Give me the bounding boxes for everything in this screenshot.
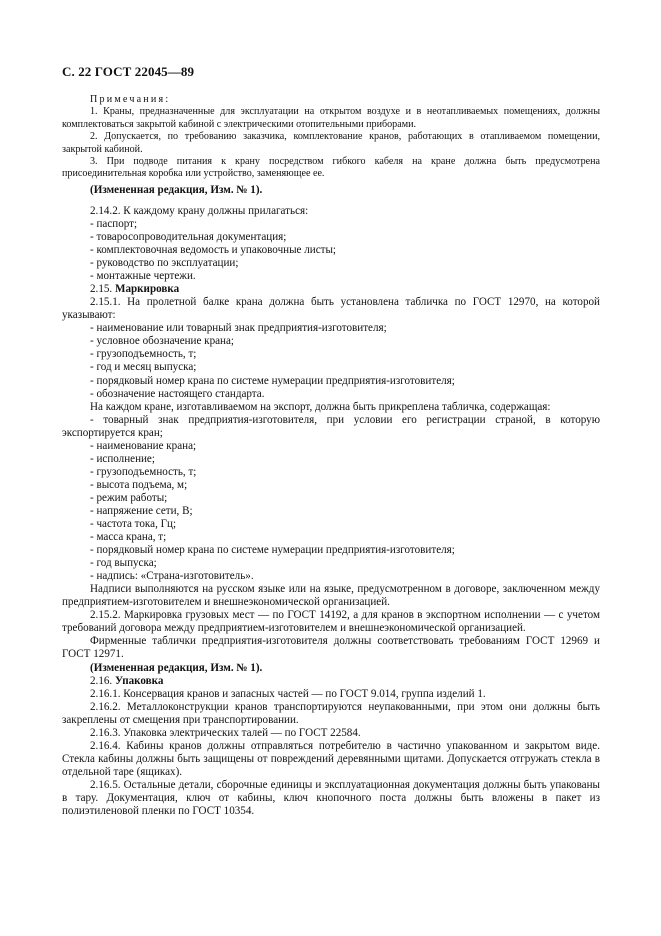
list-item: - надпись: «Страна-изготовитель». [90,570,254,583]
list-item: - год и месяц выпуска; [90,361,197,374]
note-item: 2. Допускается, по требованию заказчика, комплектование кранов, работающих в отапливаемом помещении, закрытой кабиной. [62,131,600,155]
list-item: - паспорт; [90,217,138,230]
document-body [62,94,600,818]
section-title: Маркировка [114,283,180,296]
list-item: - исполнение; [90,452,155,465]
paragraph: 2.16.3. Упаковка электрических талей — по ГОСТ 22584. [90,726,361,739]
list-item: - порядковый номер крана по системе нумерации предприятия-изготовителя; [90,544,455,557]
list-item: - монтажные чертежи. [90,270,196,283]
plates-note: Фирменные таблички предприятия-изготовителя должны соответствовать требованиям ГОСТ 12969 и ГОСТ 12971. [62,635,600,661]
section-2-14-2-intro: 2.14.2. К каждому крану должны прилагаться: [90,204,309,217]
list-item: - наименование крана; [90,439,197,452]
section-2-16-heading [62,675,600,688]
section-number: 2.15. [90,283,113,296]
spacer [62,197,600,205]
list-item: - руководство по эксплуатации; [90,257,239,270]
main-text [62,184,600,818]
edit-note: (Измененная редакция, Изм. № 1). [90,661,263,674]
section-2-15-heading [62,283,600,296]
paragraph: 2.16.4. Кабины кранов должны отправляться потребителю в частично упакованном и закрытом виде. Стекла кабины должны быть защищены от повреждений деревянными щитами. Допускается отгружать стекла в отдельной таре (ящиках). [62,739,600,778]
list-item: - частота тока, Гц; [90,518,177,531]
paragraph: 2.16.1. Консервация кранов и запасных частей — по ГОСТ 9.014, группа изделий 1. [90,687,486,700]
list-item: - порядковый номер крана по системе нумерации предприятия-изготовителя; [90,374,455,387]
list-item: - грузоподъемность, т; [90,348,197,361]
note-item: 1. Краны, предназначенные для эксплуатации на открытом воздухе и в неотапливаемых помещениях, должны комплектоваться закрытой кабиной с электрическими отопительными приборами. [62,106,600,130]
notes-title: Примечания: [90,94,171,105]
list-item: - наименование или товарный знак предприятия-изготовителя; [90,322,387,335]
section-number: 2.16. [90,674,113,687]
list-item: - товарный знак предприятия-изготовителя, при условии его регистрации страной, в которую экспортируется кран; [62,413,600,439]
list-item: - условное обозначение крана; [90,335,234,348]
section-2-15-1-intro: 2.15.1. На пролетной балке крана должна быть установлена табличка по ГОСТ 12970, на которой указывают: [62,296,600,322]
section-2-15-2: 2.15.2. Маркировка грузовых мест — по ГОСТ 14192, а для кранов в экспортном исполнении — с учетом требований договора между предприятием-изготовителем и внешнеэкономической организацией. [62,609,600,635]
edit-note: (Измененная редакция, Изм. № 1). [90,183,263,196]
list-item: - обозначение настоящего стандарта. [90,387,265,400]
page-header: С. 22 ГОСТ 22045—89 [62,64,195,79]
list-item: - комплектовочная ведомость и упаковочные листы; [90,244,337,257]
list-item: - высота подъема, м; [90,478,188,491]
list-item: - режим работы; [90,491,168,504]
section-title: Упаковка [114,674,164,687]
list-item: - масса крана, т; [90,531,167,544]
language-note: Надписи выполняются на русском языке или на языке, предусмотренном в договоре, заключенном между предприятием-изготовителем и внешнеэкономической организацией. [62,583,600,609]
note-item: 3. При подводе питания к крану посредством гибкого кабеля на кране должна быть предусмотрена присоединительная коробка или устройство, заменяющее ее. [62,156,600,180]
paragraph: 2.16.5. Остальные детали, сборочные единицы и эксплуатационная документация должны быть упакованы в тару. Документация, ключ от кабины, ключ кнопочного поста должны быть вложены в пакет из полиэтиленовой пленки по ГОСТ 10354. [62,778,600,818]
list-item: - год выпуска; [90,557,157,570]
list-item: - товаросопроводительная документация; [90,230,287,243]
list-item: - напряжение сети, В; [90,504,193,517]
export-intro: На каждом кране, изготавливаемом на экспорт, должна быть прикреплена табличка, содержащая: [90,400,551,413]
paragraph: 2.16.2. Металлоконструкции кранов транспортируются неупакованными, при этом они должны быть закреплены от смещения при транспортировании. [62,700,600,726]
list-item: - грузоподъемность, т; [90,465,197,478]
notes-block [62,94,600,181]
